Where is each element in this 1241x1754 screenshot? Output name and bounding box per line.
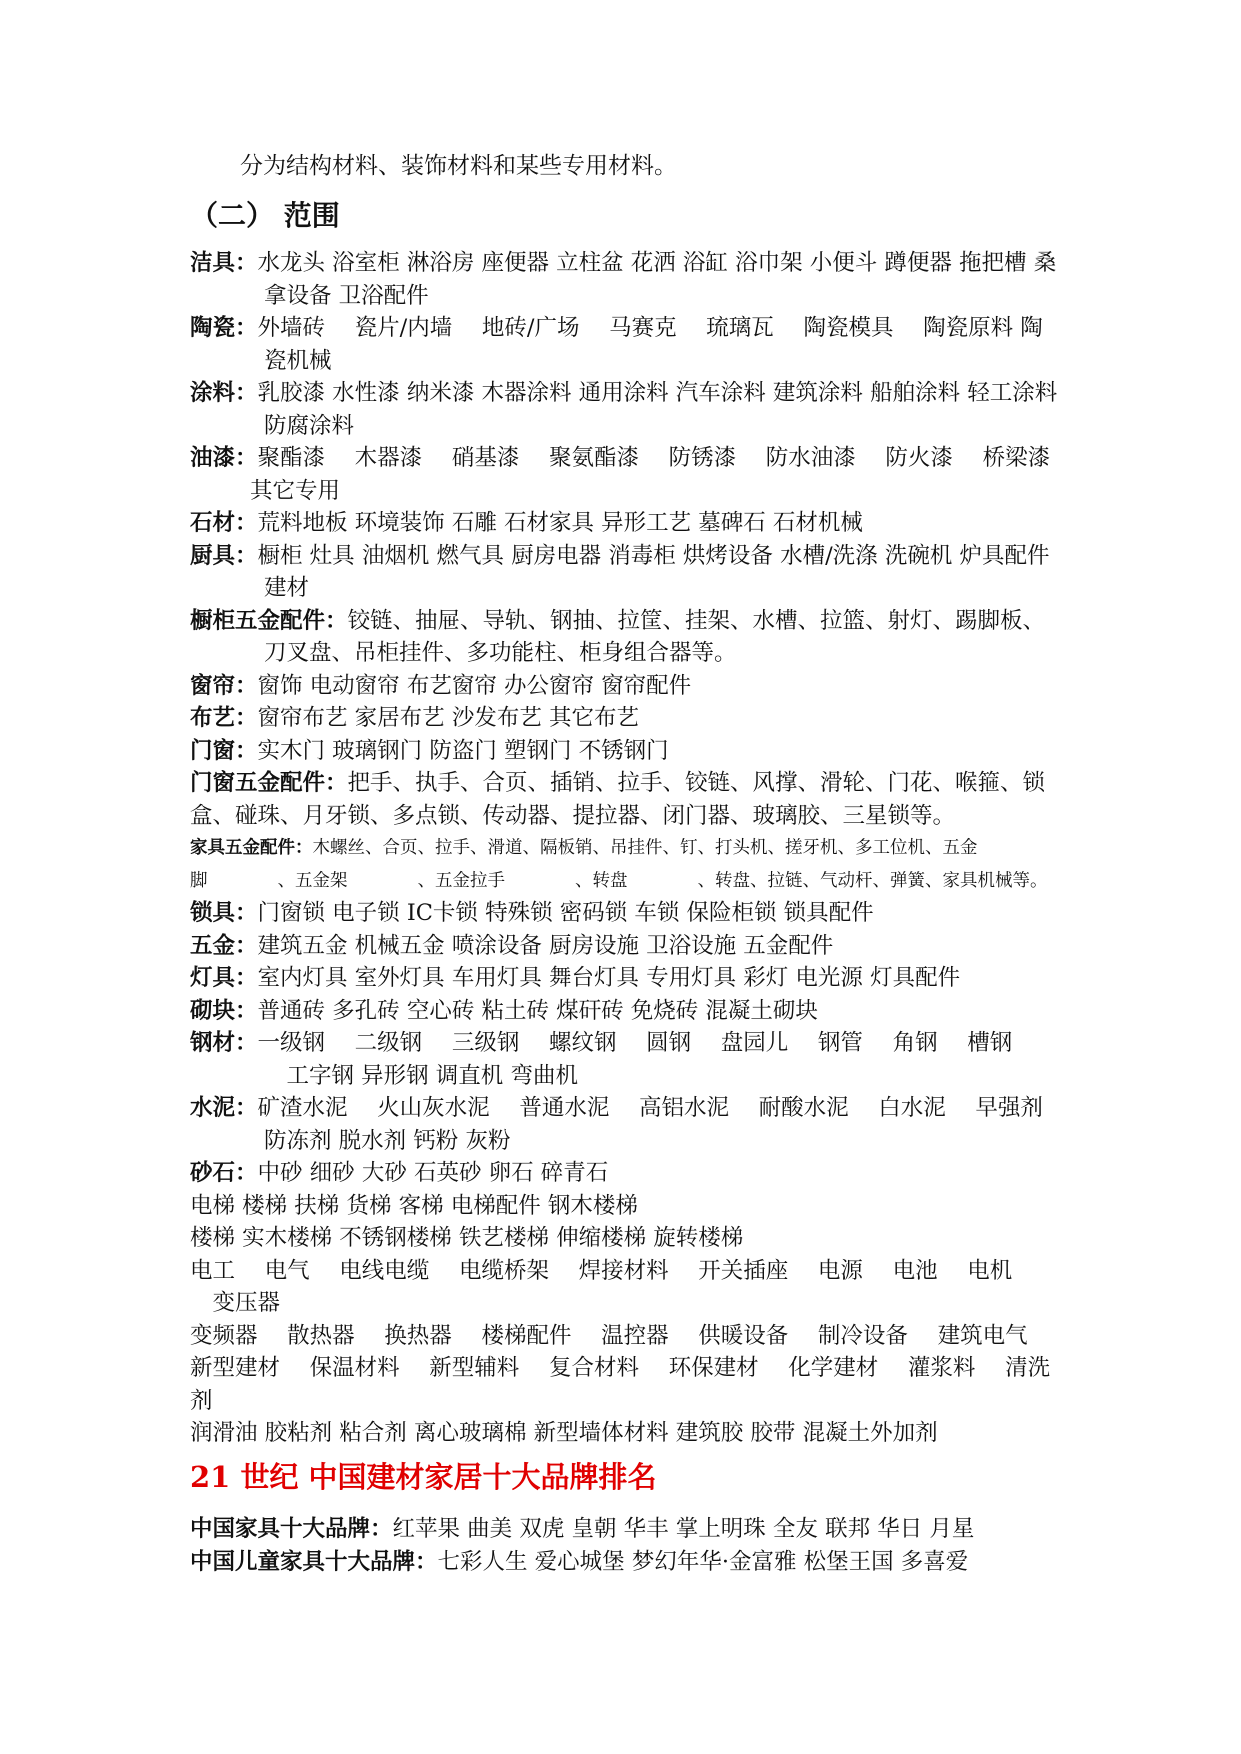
category-list: [190, 247, 1060, 1450]
category-label: 洁具：: [190, 250, 258, 276]
category-items: 乳胶漆 水性漆 纳米漆 木器涂料 通用涂料 汽车涂料 建筑涂料 船舶涂料 轻工涂料 防腐涂料: [257, 380, 1058, 439]
brand-items: 七彩人生 爱心城堡 梦幻年华·金富雅 松堡王国 多喜爱: [437, 1549, 969, 1575]
brand-label: 中国家具十大品牌：: [190, 1516, 393, 1542]
category-label: 锁具：: [190, 900, 258, 926]
category-entry: [190, 832, 1060, 897]
intro-paragraph: 分为结构材料、装饰材料和某些专用材料。: [240, 153, 677, 179]
category-items: 荒料地板 环境装饰 石雕 石材家具 异形工艺 墓碑石 石材机械: [257, 510, 863, 536]
category-label: 陶瓷：: [190, 315, 258, 341]
category-entry: [190, 377, 1060, 442]
category-items: 中砂 细砂 大砂 石英砂 卵石 碎青石: [257, 1160, 609, 1186]
category-label: 五金：: [190, 932, 258, 959]
category-entry: [190, 670, 1060, 703]
plain-line: 润滑油 胶粘剂 粘合剂 离心玻璃棉 新型墙体材料 建筑胶 胶带 混凝土外加剂: [190, 1420, 938, 1446]
category-entry: [190, 962, 1060, 995]
category-items: 建筑五金 机械五金 喷涂设备 厨房设施 卫浴设施 五金配件: [257, 932, 834, 959]
category-items: 一级钢 二级钢 三级钢 螺纹钢 圆钢 盘园儿 钢管 角钢 槽钢 工字钢 异形钢 调直机 弯曲机: [257, 1030, 1013, 1089]
category-label: 厨具：: [190, 542, 258, 569]
category-label: 门窗五金配件：: [190, 770, 348, 796]
category-label: 石材：: [190, 510, 258, 536]
category-label: 家具五金配件：: [190, 838, 313, 858]
category-entry: [190, 442, 1060, 507]
category-items: 把手、执手、合页、插销、拉手、铰链、风撑、滑轮、门花、喉箍、锁盒、碰珠、月牙锁、多点锁、传动器、提拉器、闭门器、玻璃胶、三星锁等。: [190, 770, 1046, 829]
category-entry: [190, 507, 1060, 540]
brand-items: 红苹果 曲美 双虎 皇朝 华丰 掌上明珠 全友 联邦 华日 月星: [392, 1516, 975, 1542]
category-entry: [190, 1027, 1060, 1092]
category-items: 矿渣水泥 火山灰水泥 普通水泥 高铝水泥 耐酸水泥 白水泥 早强剂 防冻剂 脱水剂 钙粉 灰粉: [257, 1095, 1043, 1154]
category-label: 灯具：: [190, 965, 258, 991]
category-entry: [190, 930, 1060, 963]
category-items: 室内灯具 室外灯具 车用灯具 舞台灯具 专用灯具 彩灯 电光源 灯具配件: [257, 965, 961, 991]
category-entry: [190, 995, 1060, 1028]
category-label: 钢材：: [190, 1030, 258, 1056]
category-entry: [190, 735, 1060, 768]
category-label: 窗帘：: [190, 672, 258, 699]
plain-line: 变频器 散热器 换热器 楼梯配件 温控器 供暖设备 制冷设备 建筑电气: [190, 1322, 1028, 1349]
category-entry: [190, 605, 1060, 670]
brand-list: [190, 1513, 1060, 1579]
category-items: 窗饰 电动窗帘 布艺窗帘 办公窗帘 窗帘配件: [257, 672, 692, 699]
category-entry: [190, 897, 1060, 930]
category-label: 砌块：: [190, 997, 258, 1024]
brand-row: [190, 1546, 1060, 1579]
category-entry: [190, 1157, 1060, 1190]
category-items: 窗帘布艺 家居布艺 沙发布艺 其它布艺: [257, 705, 639, 731]
category-label: 橱柜五金配件：: [190, 607, 348, 634]
category-label: 门窗：: [190, 737, 258, 764]
category-label: 水泥：: [190, 1095, 258, 1121]
category-items: 实木门 玻璃钢门 防盗门 塑钢门 不锈钢门: [257, 737, 669, 764]
category-entry: [190, 702, 1060, 735]
category-items: 普通砖 多孔砖 空心砖 粘土砖 煤矸砖 免烧砖 混凝土砌块: [257, 997, 818, 1024]
category-items: 聚酯漆 木器漆 硝基漆 聚氨酯漆 防锈漆 防水油漆 防火漆 桥梁漆 其它专用: [250, 445, 1051, 504]
section-heading: （二） 范围: [190, 199, 340, 232]
category-entry: [190, 312, 1060, 377]
plain-line: 楼梯 实木楼梯 不锈钢楼梯 铁艺楼梯 伸缩楼梯 旋转楼梯: [190, 1225, 744, 1251]
category-label: 砂石：: [190, 1160, 258, 1186]
category-items: 橱柜 灶具 油烟机 燃气具 厨房电器 消毒柜 烘烤设备 水槽/洗涤 洗碗机 炉具配件 建材: [257, 542, 1050, 601]
category-label: 涂料：: [190, 380, 258, 406]
category-entry: [190, 1092, 1060, 1157]
category-entry: [190, 247, 1060, 312]
category-items: 水龙头 浴室柜 淋浴房 座便器 立柱盆 花洒 浴缸 浴巾架 小便斗 蹲便器 拖把槽 桑拿设备 卫浴配件: [257, 250, 1057, 309]
brand-label: 中国儿童家具十大品牌：: [190, 1549, 438, 1575]
plain-line: 电梯 楼梯 扶梯 货梯 客梯 电梯配件 钢木楼梯: [190, 1192, 638, 1219]
plain-line: 电工 电气 电线电缆 电缆桥架 焊接材料 开关插座 电源 电池 电机 变压器: [190, 1257, 1013, 1316]
brand-ranking-heading: 21 世纪 中国建材家居十大品牌排名: [190, 1460, 657, 1494]
category-label: 布艺：: [190, 705, 258, 731]
category-items: 木螺丝、合页、拉手、滑道、隔板销、吊挂件、钉、打头机、搓牙机、多工位机、五金脚 、五金架 、五金拉手 、转盘 、转盘、拉链、气动杆、弹簧、家具机械等。: [190, 838, 1048, 891]
category-entry: [190, 767, 1060, 832]
category-items: 外墙砖 瓷片/内墙 地砖/广场 马赛克 琉璃瓦 陶瓷模具 陶瓷原料 陶瓷机械: [257, 315, 1043, 374]
plain-line: 新型建材 保温材料 新型辅料 复合材料 环保建材 化学建材 灌浆料 清洗剂: [190, 1355, 1051, 1414]
category-items: 门窗锁 电子锁 IC卡锁 特殊锁 密码锁 车锁 保险柜锁 锁具配件: [257, 900, 874, 926]
category-label: 油漆：: [190, 445, 258, 471]
brand-row: [190, 1513, 1060, 1546]
category-entry: [190, 540, 1060, 605]
category-items: 铰链、抽屉、导轨、钢抽、拉筐、挂架、水槽、拉篮、射灯、踢脚板、刀叉盘、吊柜挂件、多功能柱、柜身组合器等。: [264, 607, 1046, 666]
